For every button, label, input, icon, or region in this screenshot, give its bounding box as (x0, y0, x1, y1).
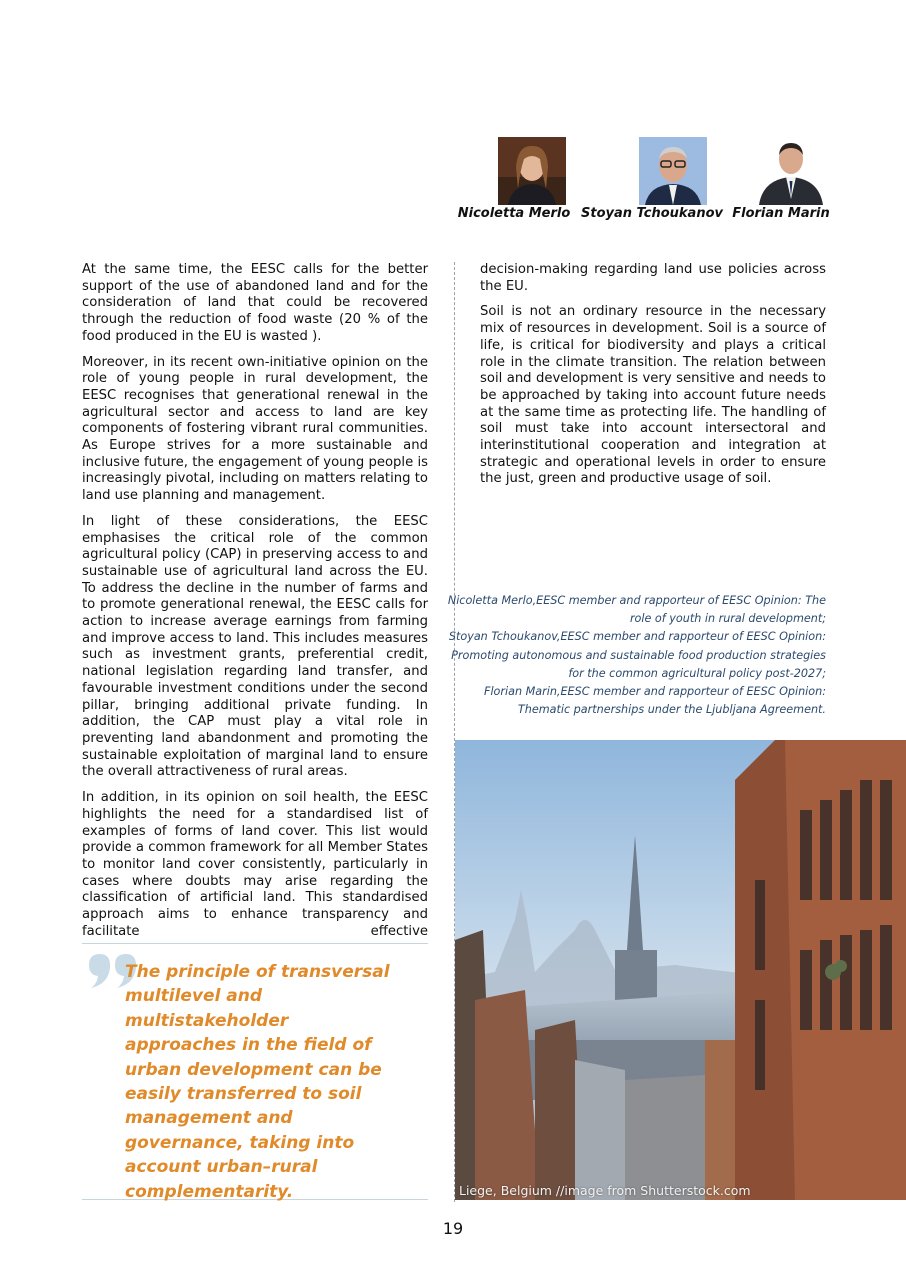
paragraph: Moreover, in its recent own-initiative opinion on the role of young people in rural development, the EESC recognises that generational renewal in the agricultural sector and access to land are key components of fostering vibrant rural communities. As Europe strives for a more sustainable and inclusive future, the engagement of young people is increasingly pivotal, including on matters relating to land use planning and management. (82, 354, 428, 504)
paragraph: decision-making regarding land use policies across the EU. (480, 262, 826, 294)
paragraph: Soil is not an ordinary resource in the necessary mix of resources in development. Soil is a source of life, is critical for biodiversity and plays a critical role in the climate transition. The relation between soil and development is very sensitive and needs to be approached by taking into account future needs at the same time as protecting life. The handling of soil must take into account intersectoral and interinstitutional cooperation and integration at strategic and operational levels in order to ensure the just, green and productive usage of soil. (480, 304, 826, 487)
speaker-name-marin: Florian Marin (732, 206, 830, 221)
paragraph: In light of these considerations, the EESC emphasises the critical role of the common agricultural policy (CAP) in preserving access to and sustainable use of agricultural land across the EU. To address the decline in the number of farms and to promote generational renewal, the EESC calls for action to increase average earnings from farming and improve access to land. This includes measures such as investment grants, preferential credit, national legislation regarding land transfer, and favourable investment conditions under the second pillar, bringing additional private funding. In addition, the CAP must play a vital role in preventing land abandonment and promoting the sustainable exploitation of marginal land to ensure the overall attractiveness of rural areas. (82, 513, 428, 780)
speaker-name-merlo: Nicoletta Merlo (457, 206, 571, 221)
quote-text: The principle of transversal multilevel and multistakeholder approaches in the field of urban development can be easily transferred to soil management and governance, taking into account urban–rural complementarity. (125, 962, 390, 1202)
portrait-nicoletta-merlo (498, 137, 566, 205)
page-number: 19 (442, 1219, 464, 1238)
city-photo (455, 740, 906, 1200)
photo-credit: Liege, Belgium //image from Shutterstock.com (459, 1183, 751, 1198)
right-column (480, 262, 826, 497)
paragraph: In addition, in its opinion on soil health, the EESC highlights the need for a standardised list of examples of forms of land cover. This list would provide a common framework for all Member States to monitor land cover consistently, particularly in cases where doubts may arise regarding the classification of artificial land. This standardised approach aims to enhance transparency and facilitate effective (82, 790, 428, 939)
portrait-stoyan-tchoukanov (639, 137, 707, 205)
speaker-name-tchoukanov: Stoyan Tchoukanov (581, 206, 723, 221)
caption-marin: Florian Marin,EESC member and rapporteur of EESC Opinion: Thematic partnerships under the Ljubljana Agreement. (484, 685, 826, 717)
left-column (82, 262, 428, 949)
caption-tchoukanov: Stoyan Tchoukanov,EESC member and rapporteur of EESC Opinion: Promoting autonomous and sustainable food production strategies for the common agricultural policy post-2027; (448, 630, 826, 680)
portrait-florian-marin (757, 137, 825, 205)
pull-quote (82, 943, 428, 1200)
paragraph: At the same time, the EESC calls for the better support of the use of abandoned land and for the consideration of land that could be recovered through the reduction of food waste (20 % of the food produced in the EU is wasted ). (82, 262, 428, 344)
caption-merlo: Nicoletta Merlo,EESC member and rapporteur of EESC Opinion: The role of youth in rural development; (447, 594, 826, 626)
speaker-captions (446, 592, 826, 719)
